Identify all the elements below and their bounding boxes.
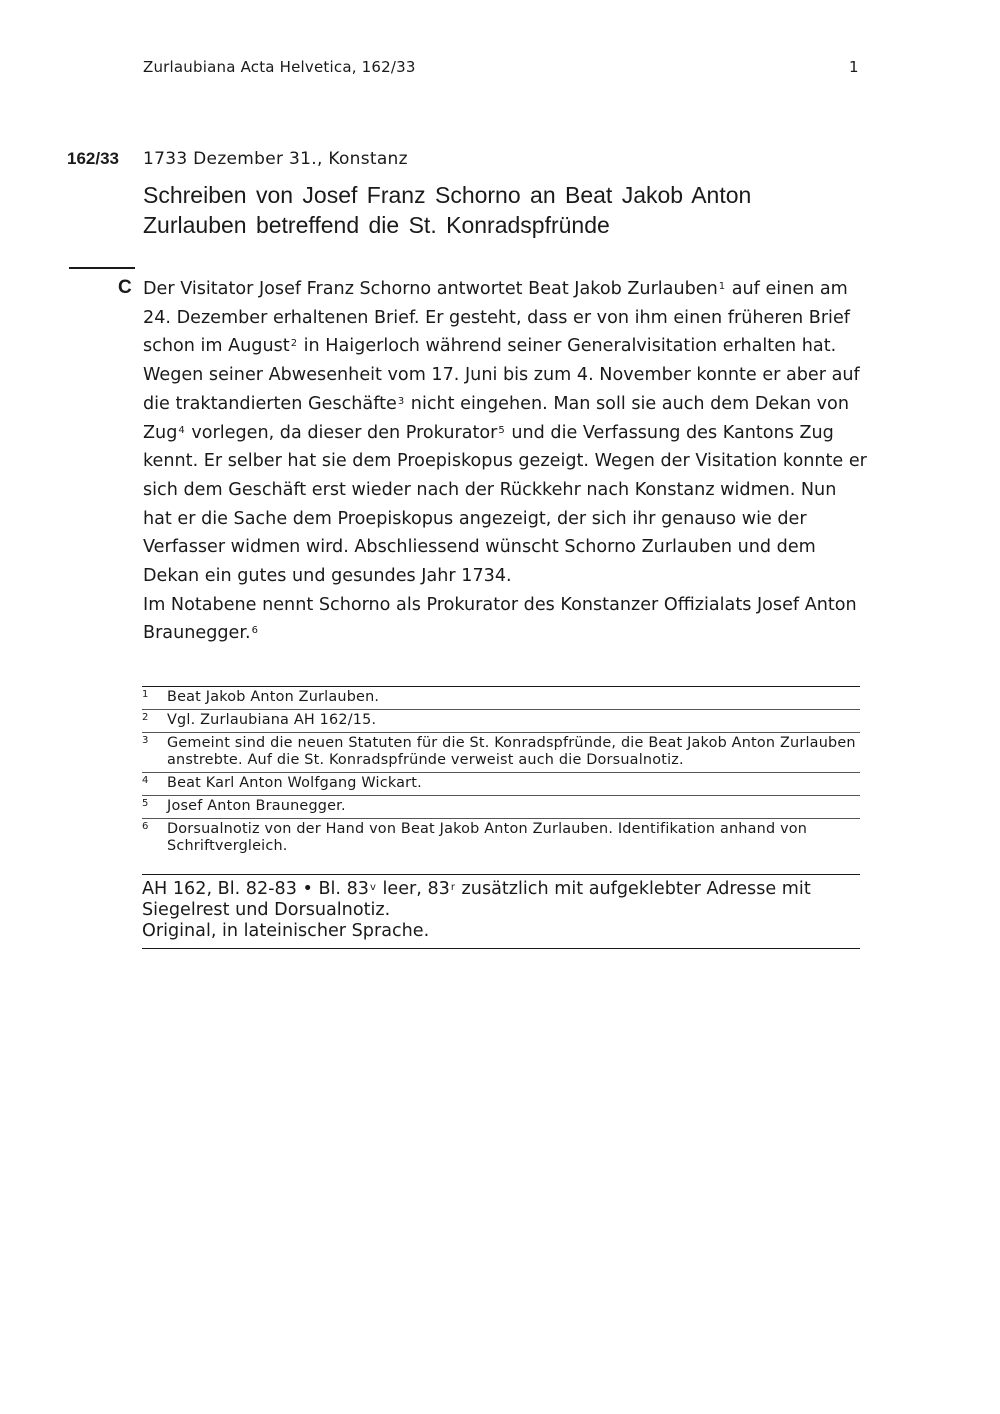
footnote-ref[interactable]: 2 <box>290 338 298 350</box>
document-title: Schreiben von Josef Franz Schorno an Beat Jakob Anton Zurlauben betreffend die St. Konradspfründe <box>143 182 752 238</box>
source-archive-line: AH 162, Bl. 82-83 • Bl. 83$^v$ leer, 83$^r$ zusätzlich mit aufgeklebter Adresse mit Siegelrest und Dorsualnotiz. <box>142 879 811 920</box>
footnote-number: 5 <box>142 798 149 809</box>
footnote <box>142 819 860 858</box>
footnote <box>142 796 860 819</box>
section-marker: C <box>118 277 132 298</box>
section-divider <box>69 267 135 269</box>
footnote-text: Beat Jakob Anton Zurlauben. <box>167 689 380 705</box>
footnote-number: 1 <box>142 689 149 700</box>
footnote-text: Dorsualnotiz von der Hand von Beat Jakob Anton Zurlauben. Identifikation anhand von Schriftvergleich. <box>167 821 808 854</box>
footnote-ref[interactable]: 1 <box>718 281 726 292</box>
footnote-ref[interactable]: 4 <box>178 424 185 436</box>
footnote-ref[interactable]: 6 <box>251 625 258 637</box>
footnote-number: 6 <box>142 821 149 832</box>
source-info <box>142 874 860 949</box>
footnote-text: Vgl. Zurlaubiana AH 162/15. <box>167 712 377 728</box>
footnote-ref[interactable]: 5 <box>498 424 505 436</box>
footnotes <box>142 686 860 858</box>
summary <box>143 275 868 648</box>
document-date-place: 1733 Dezember 31., Konstanz <box>143 149 408 169</box>
page-number: 1 <box>849 58 859 76</box>
footnote-ref[interactable]: 3 <box>397 395 405 407</box>
footnote-text: Beat Karl Anton Wolfgang Wickart. <box>167 775 422 791</box>
footnote-number: 2 <box>142 712 149 723</box>
document-number: 162/33 <box>67 149 119 168</box>
footnote <box>142 733 860 773</box>
footnote-number: 4 <box>142 775 149 786</box>
summary-paragraph: Der Visitator Josef Franz Schorno antwortet Beat Jakob Zurlauben$^1$ auf einen am 24. Dezember erhaltenen Brief. Er gesteht, dass er von ihm einen früheren Brief schon im August$^2$ in Haigerloch während seiner Generalvisitation erhalten hat. Wegen seiner Abwesenheit vom 17. Juni bis zum 4. November konnte er aber auf die traktandierten Geschäfte$^3$ nicht eingehen. Man soll sie auch dem Dekan von Zug$^4$ vorlegen, da dieser den Prokurator$^5$ und die Verfassung des Kantons Zug kennt. Er selber hat sie dem Proepiskopus gezeigt. Wegen der Visitation konnte er sich dem Geschäft erst wieder nach der Rückkehr nach Konstanz widmen. Nun hat er die Sache dem Proepiskopus angezeigt, der sich ihr genauso wie der Verfasser widmen wird. Abschliessend wünscht Schorno Zurlauben und dem Dekan ein gutes und gesundes Jahr 1734. <box>143 279 867 587</box>
footnote <box>142 687 860 710</box>
footnote-number: 3 <box>142 735 149 746</box>
footnote-text: Josef Anton Braunegger. <box>167 798 346 814</box>
source-language-line: Original, in lateinischer Sprache. <box>142 921 430 941</box>
footnote <box>142 710 860 733</box>
footnote-text: Gemeint sind die neuen Statuten für die St. Konradspfründe, die Beat Jakob Anton Zurlauben anstrebte. Auf die St. Konradspfründe verweist auch die Dorsualnotiz. <box>167 735 856 768</box>
summary-notabene: Im Notabene nennt Schorno als Prokurator des Konstanzer Offizialats Josef Anton Braunegger.$^6$ <box>143 594 857 644</box>
footnote <box>142 773 860 796</box>
running-header: Zurlaubiana Acta Helvetica, 162/33 <box>143 58 416 76</box>
